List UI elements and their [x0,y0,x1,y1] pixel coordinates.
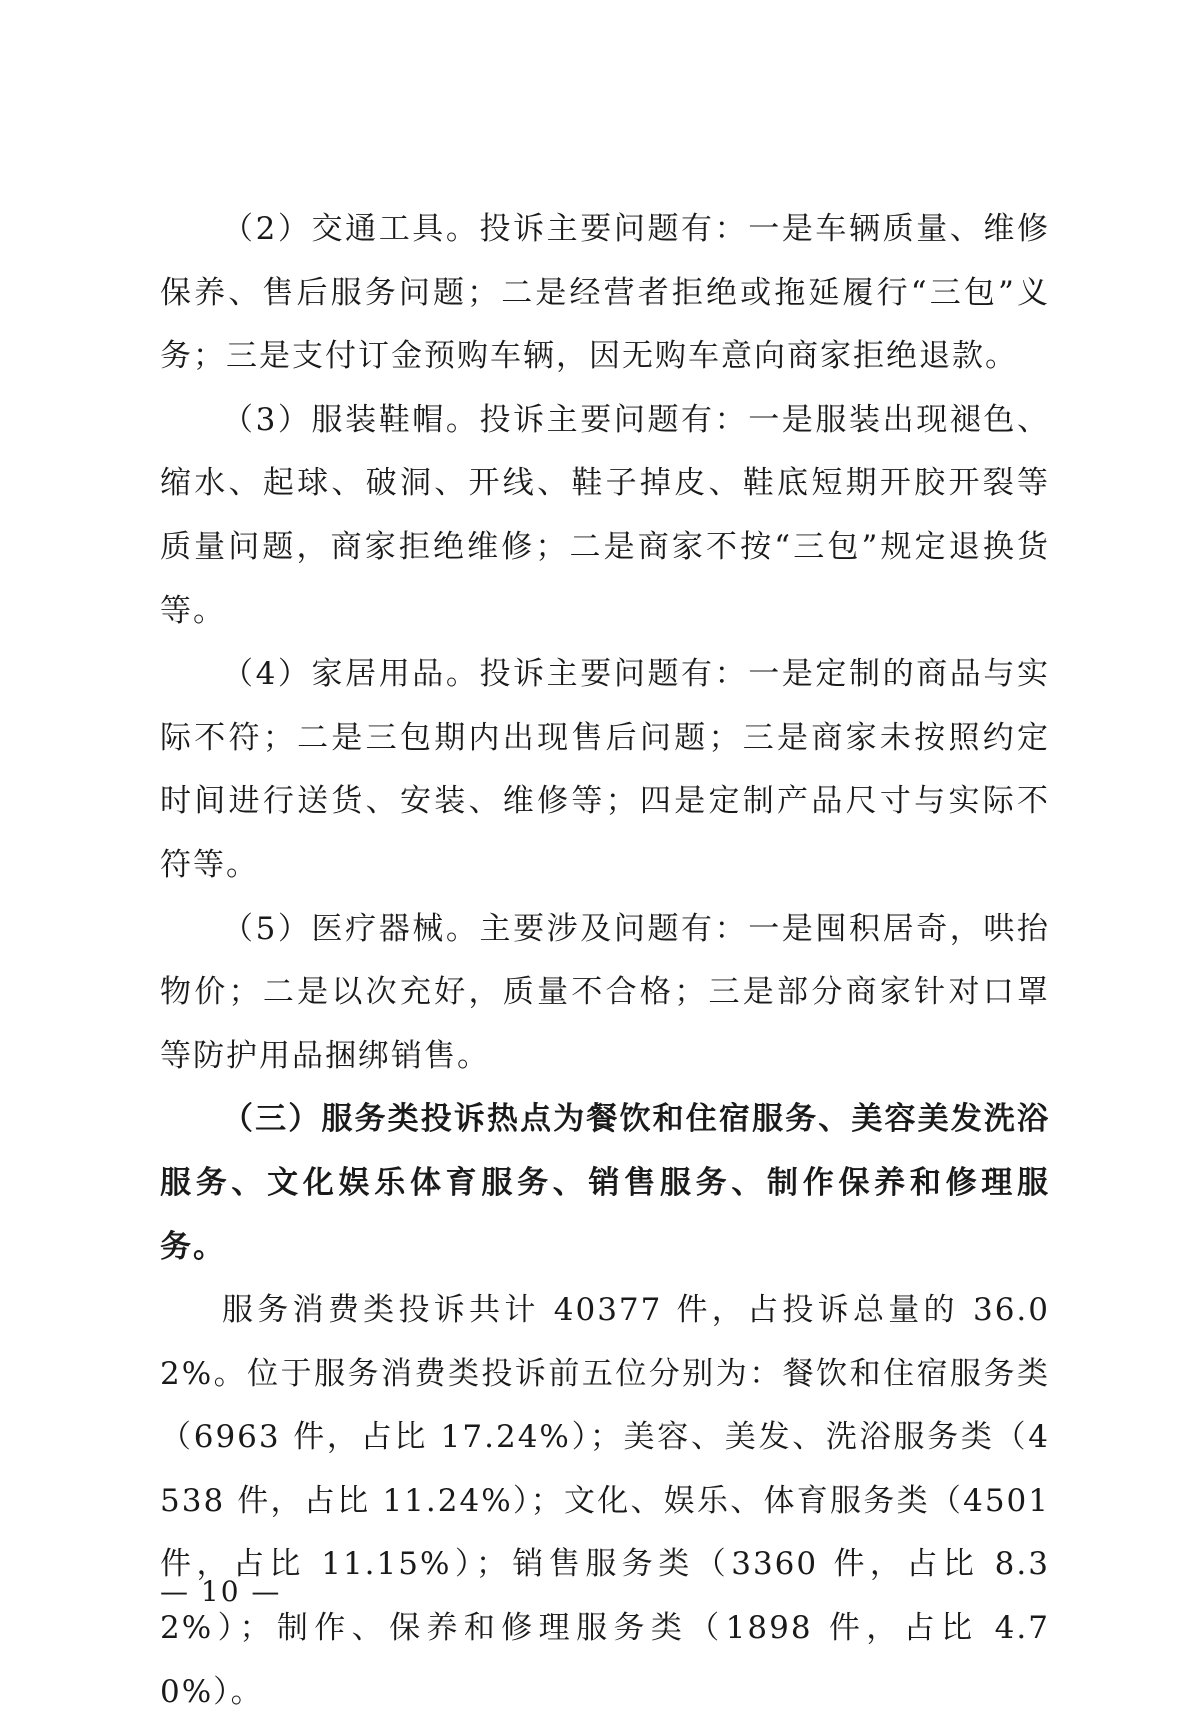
paragraph-household: （4）家居用品。投诉主要问题有：一是定制的商品与实际不符；二是三包期内出现售后问题；三是商家未按照约定时间进行送货、安装、维修等；四是定制产品尺寸与实际不符等。 [160,656,1050,883]
paragraph-clothing: （3）服装鞋帽。投诉主要问题有：一是服装出现褪色、缩水、起球、破洞、开线、鞋子掉皮、鞋底短期开胶开裂等质量问题，商家拒绝维修；二是商家不按“三包”规定退换货等。 [160,401,1050,629]
paragraph-transport: （2）交通工具。投诉主要问题有：一是车辆质量、维修保养、售后服务问题；二是经营者拒绝或拖延履行“三包”义务；三是支付订金预购车辆，因无购车意向商家拒绝退款。 [160,211,1050,375]
section-heading-services: （三）服务类投诉热点为餐饮和住宿服务、美容美发洗浴服务、文化娱乐体育服务、销售服务、制作保养和修理服务。 [160,1101,1050,1265]
paragraph-services-stats: 服务消费类投诉共计 40377 件，占投诉总量的 36.02%。位于服务消费类投诉前五位分别为：餐饮和住宿服务类（6963 件，占比 17.24%）；美容、美发、洗浴服务类（4538 件，占比 11.24%）；文化、娱乐、体育服务类（4501 件，占比 11.15%）；销售服务类（3360 件，占比 8.32%）；制作、保养和修理服务类（1898 件，占比 4.70%）。 [160,1292,1050,1710]
body-text [160,198,1050,1724]
page-number: — 10 — [160,1575,282,1608]
paragraph-medical: （5）医疗器械。主要涉及问题有：一是囤积居奇，哄抬物价；二是以次充好，质量不合格；三是部分商家针对口罩等防护用品捆绑销售。 [160,910,1050,1074]
